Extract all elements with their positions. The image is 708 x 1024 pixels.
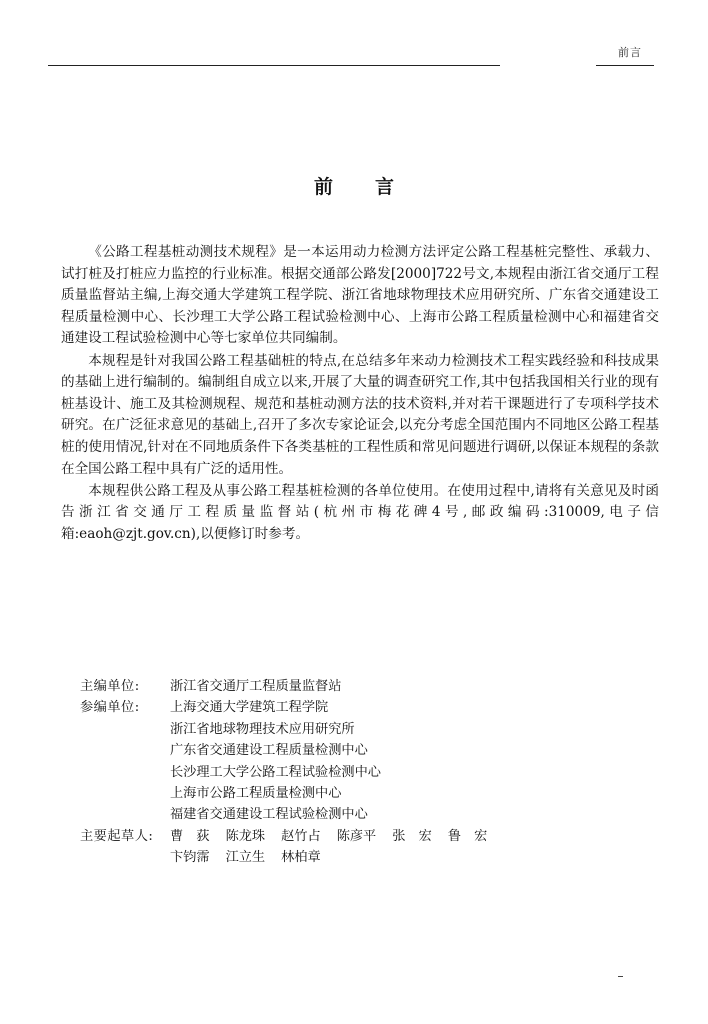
participating-unit: 上海交通大学建筑工程学院	[170, 700, 329, 716]
participating-unit: 长沙理工大学公路工程试验检测中心	[170, 764, 381, 780]
drafters-line	[170, 826, 503, 847]
drafter-name: 江立生	[225, 850, 266, 866]
participating-unit: 浙江省地球物理技术应用研究所	[170, 721, 355, 737]
running-header: 前言	[618, 46, 642, 59]
chief-unit-name: 浙江省交通厅工程质量监督站	[170, 679, 342, 694]
paragraph: 《公路工程基桩动测技术规程》是一本运用动力检测方法评定公路工程基桩完整性、承载力、试打桩及打桩应力监控的行业标准。根据交通部公路发[2000]722号文,本规程由浙江省交通厅工程质量监督站主编,上海交通大学建筑工程学院、浙江省地球物理技术应用研究所、广东省交通建设工程质量检测中心、长沙理工大学公路工程试验检测中心、上海市公路工程质量检测中心和福建省交通建设工程试验检测中心等七家单位共同编制。	[61, 244, 659, 347]
drafter-name: 陈彦平	[336, 828, 377, 844]
participating-units-label: 参编单位:	[80, 700, 140, 716]
drafters-row	[80, 826, 640, 869]
participating-units-row	[80, 697, 640, 825]
credits-section	[80, 676, 640, 869]
drafters-label: 主要起草人:	[80, 828, 154, 844]
header-rule-short	[596, 65, 654, 66]
drafter-name: 陈龙珠	[225, 828, 266, 844]
drafter-name: 卞钧霈	[170, 850, 210, 866]
drafter-name: 赵竹占	[281, 828, 321, 844]
drafters-line	[170, 847, 503, 868]
participating-unit: 上海市公路工程质量检测中心	[170, 786, 342, 802]
participating-unit: 福建省交通建设工程试验检测中心	[170, 807, 368, 823]
drafter-name: 曹 荻	[170, 828, 210, 844]
chief-unit-row	[80, 676, 640, 697]
drafter-name: 鲁 宏	[447, 828, 488, 844]
chief-unit-label: 主编单位:	[80, 679, 140, 694]
participating-unit: 广东省交通建设工程质量检测中心	[170, 743, 368, 759]
drafter-name: 张 宏	[392, 828, 432, 844]
header-rule	[48, 65, 500, 66]
page-title: 前言	[313, 176, 436, 198]
paragraph: 本规程是针对我国公路工程基础桩的特点,在总结多年来动力检测技术工程实践经验和科技成果的基础上进行编制的。编制组自成立以来,开展了大量的调查研究工作,其中包括我国相关行业的现有桩基设计、施工及其检测规程、规范和基桩动测方法的技术资料,并对若干课题进行了专项科学技术研究。在广泛征求意见的基础上,召开了多次专家论证会,以充分考虑全国范围内不同地区公路工程基桩的使用情况,针对在不同地质条件下各类基桩的工程性质和常见问题进行调研,以保证本规程的条款在全国公路工程中具有广泛的适用性。	[61, 352, 659, 477]
paragraph: 本规程供公路工程及从事公路工程基桩检测的各单位使用。在使用过程中,请将有关意见及时函告浙江省交通厅工程质量监督站(杭州市梅花碑4号,邮政编码:310009,电子信箱:eaoh@zjt.gov.cn),以便修订时参考。	[61, 482, 659, 542]
page-footer-mark	[618, 976, 623, 977]
preface-body	[61, 242, 659, 546]
drafter-name: 林柏章	[281, 850, 321, 866]
